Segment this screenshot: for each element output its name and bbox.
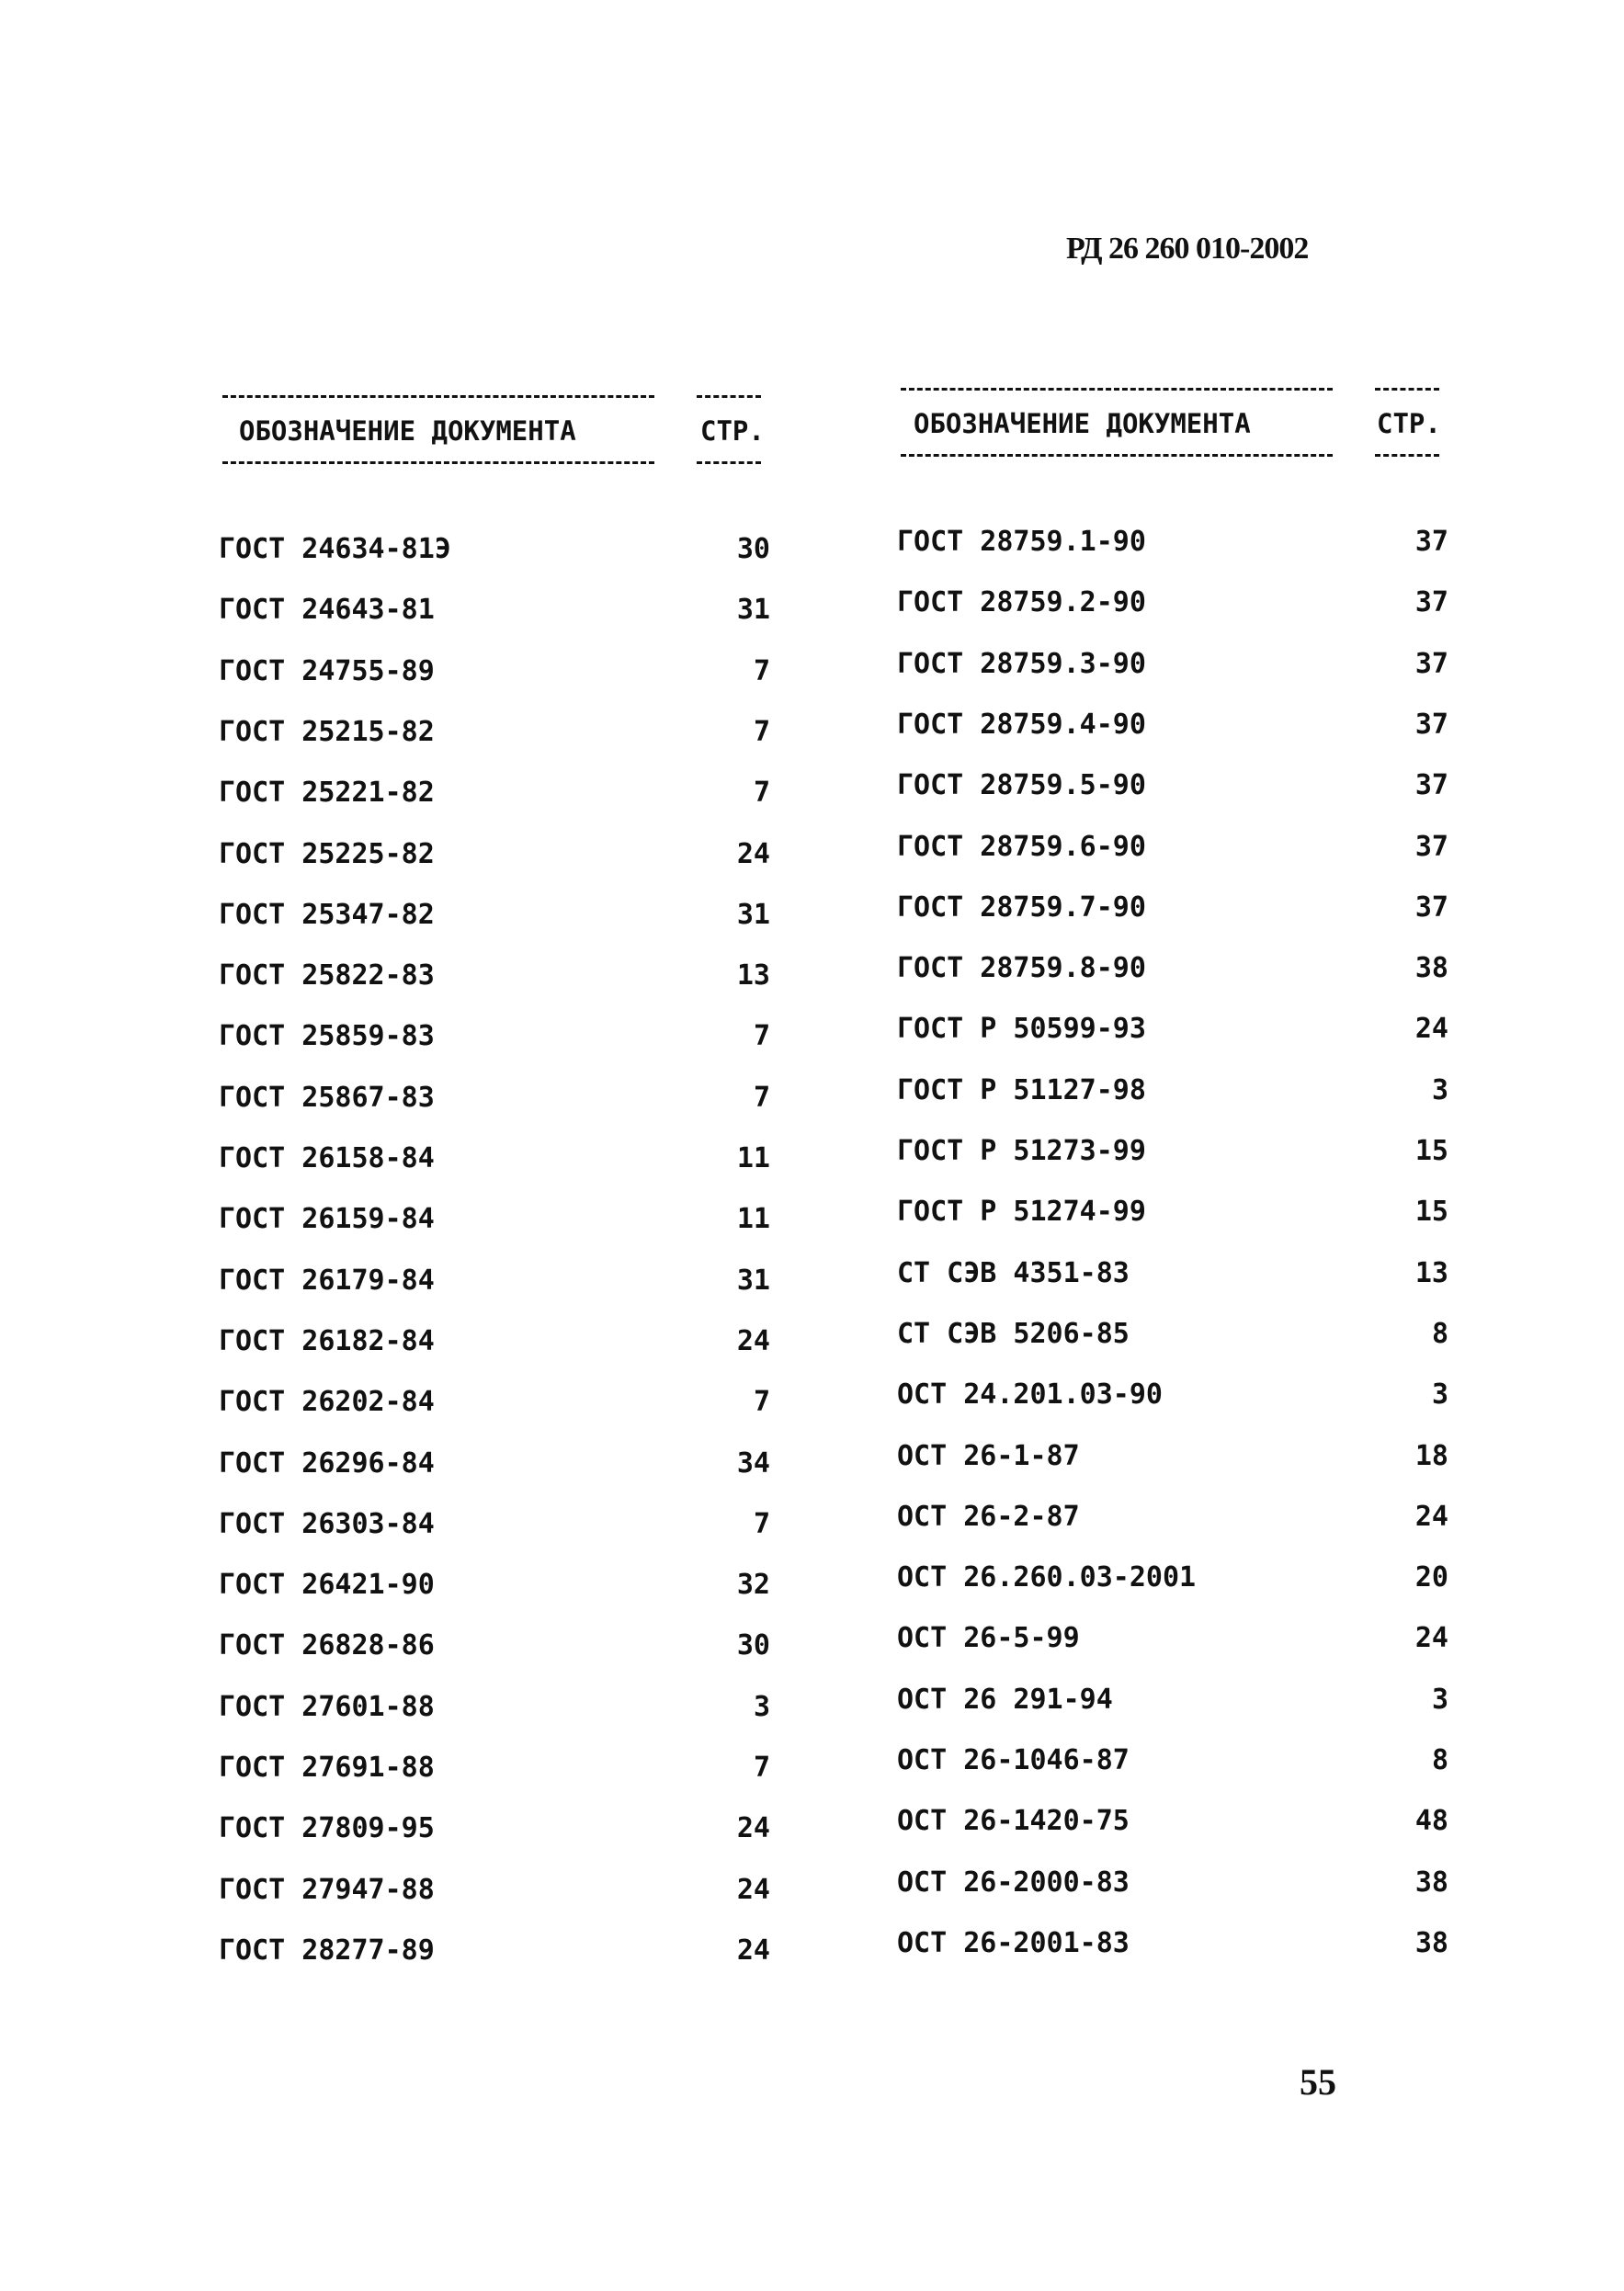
document-designation: ОСТ 26-1-87 [897,1439,1080,1472]
document-designation: ГОСТ Р 51274-99 [897,1196,1146,1229]
document-code: РД 26 260 010-2002 [1066,232,1309,266]
document-designation: ГОСТ 28277-89 [219,1934,435,1967]
page-reference: 37 [1414,647,1448,680]
document-designation: ГОСТ 26182-84 [219,1324,435,1357]
document-designation: ОСТ 26.260.03-2001 [897,1561,1197,1594]
page-reference: 37 [1414,586,1448,619]
page-reference: 24 [736,1934,770,1967]
page-reference: 7 [753,1081,770,1114]
document-designation: ГОСТ 26828-86 [219,1629,435,1662]
document-designation: ГОСТ 25225-82 [219,837,435,870]
page-reference: 8 [1431,1317,1448,1350]
document-designation: ГОСТ 27809-95 [219,1812,435,1845]
header-rule-bottom [1375,454,1439,457]
page-reference: 7 [753,1752,770,1784]
page-reference: 3 [753,1690,770,1723]
page-reference: 37 [1414,769,1448,802]
document-designation: ГОСТ 25347-82 [219,898,435,931]
page-reference: 38 [1414,952,1448,985]
document-designation: ГОСТ Р 51273-99 [897,1135,1146,1167]
document-designation: ГОСТ 26296-84 [219,1446,435,1480]
page-reference: 31 [736,1264,770,1297]
column-header-designation: ОБОЗНАЧЕНИЕ ДОКУМЕНТА [239,415,576,447]
document-designation: ГОСТ 25221-82 [219,777,435,810]
document-designation: ГОСТ 25859-83 [219,1020,435,1053]
header-rule-top [697,395,761,398]
header-rule-bottom [901,454,1333,457]
page-reference: 20 [1414,1561,1448,1594]
document-designation: ГОСТ 27691-88 [219,1752,435,1784]
document-designation: ГОСТ 26159-84 [219,1203,435,1236]
document-designation: ГОСТ 28759.5-90 [897,769,1146,802]
document-designation: ОСТ 26-2000-83 [897,1866,1130,1899]
page-reference: 30 [736,533,770,565]
document-designation: ОСТ 26 291-94 [897,1683,1113,1716]
document-designation: ГОСТ 28759.3-90 [897,647,1146,680]
page-reference: 37 [1414,708,1448,741]
header-rule-top [1375,388,1439,391]
document-designation: ОСТ 26-2001-83 [897,1926,1130,1959]
page-reference: 38 [1414,1926,1448,1959]
page-reference: 18 [1414,1439,1448,1472]
page-reference: 32 [736,1569,770,1602]
document-designation: СТ СЭВ 5206-85 [897,1317,1130,1350]
column-header-page: СТР. [700,415,765,447]
document-designation: ГОСТ 26202-84 [219,1386,435,1419]
page-reference: 15 [1414,1135,1448,1167]
document-designation: ГОСТ 28759.6-90 [897,830,1146,863]
page-reference: 24 [736,1324,770,1357]
document-designation: ГОСТ 26421-90 [219,1569,435,1602]
page-reference: 11 [736,1142,770,1174]
document-designation: ГОСТ 28759.8-90 [897,952,1146,985]
page-reference: 48 [1414,1805,1448,1838]
document-designation: ГОСТ Р 50599-93 [897,1013,1146,1046]
document-designation: ГОСТ 25867-83 [219,1081,435,1114]
document-designation: СТ СЭВ 4351-83 [897,1256,1130,1289]
header-rule-top [222,395,654,398]
page-reference: 8 [1431,1744,1448,1776]
document-designation: ГОСТ Р 51127-98 [897,1073,1146,1106]
page-reference: 13 [736,959,770,992]
page-reference: 24 [736,1873,770,1906]
page-reference: 3 [1431,1683,1448,1716]
page-reference: 7 [753,1386,770,1419]
document-designation: ОСТ 26-5-99 [897,1622,1080,1655]
page-reference: 24 [1414,1500,1448,1533]
page-reference: 34 [736,1446,770,1480]
page-reference: 13 [1414,1256,1448,1289]
document-designation: ОСТ 26-2-87 [897,1500,1080,1533]
page-reference: 7 [753,777,770,810]
page-reference: 15 [1414,1196,1448,1229]
document-designation: ГОСТ 28759.4-90 [897,708,1146,741]
page-reference: 24 [736,837,770,870]
column-header-designation: ОБОЗНАЧЕНИЕ ДОКУМЕНТА [914,408,1251,439]
page-reference: 31 [736,594,770,627]
page-reference: 37 [1414,890,1448,924]
page-reference: 7 [753,654,770,687]
document-designation: ГОСТ 28759.1-90 [897,526,1146,558]
page-reference: 7 [753,1507,770,1540]
document-designation: ОСТ 26-1046-87 [897,1744,1130,1776]
page-reference: 24 [736,1812,770,1845]
page-reference: 3 [1431,1073,1448,1106]
document-designation: ГОСТ 24643-81 [219,594,435,627]
header-rule-bottom [697,461,761,464]
page-reference: 7 [753,1020,770,1053]
document-designation: ГОСТ 28759.2-90 [897,586,1146,619]
page-reference: 31 [736,898,770,931]
page-reference: 3 [1431,1378,1448,1412]
document-designation: ГОСТ 26179-84 [219,1264,435,1297]
document-designation: ГОСТ 28759.7-90 [897,890,1146,924]
page-reference: 11 [736,1203,770,1236]
page-reference: 38 [1414,1866,1448,1899]
page-number: 55 [1300,2061,1336,2103]
document-designation: ГОСТ 26303-84 [219,1507,435,1540]
document-designation: ГОСТ 26158-84 [219,1142,435,1174]
page-reference: 30 [736,1629,770,1662]
document-designation: ГОСТ 27947-88 [219,1873,435,1906]
column-header-page: СТР. [1377,408,1441,439]
document-designation: ОСТ 24.201.03-90 [897,1378,1163,1412]
document-designation: ГОСТ 25822-83 [219,959,435,992]
document-designation: ГОСТ 27601-88 [219,1690,435,1723]
document-designation: ГОСТ 25215-82 [219,715,435,748]
page-reference: 24 [1414,1013,1448,1046]
document-designation: ГОСТ 24755-89 [219,654,435,687]
document-designation: ОСТ 26-1420-75 [897,1805,1130,1838]
page-reference: 7 [753,715,770,748]
page-reference: 37 [1414,526,1448,558]
header-rule-bottom [222,461,654,464]
header-rule-top [901,388,1333,391]
document-designation: ГОСТ 24634-81Э [219,533,451,565]
page-reference: 24 [1414,1622,1448,1655]
page-reference: 37 [1414,830,1448,863]
